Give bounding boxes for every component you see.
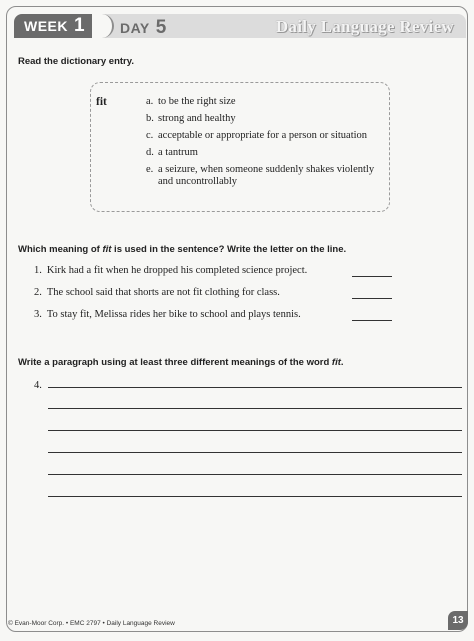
writing-line[interactable] — [48, 451, 462, 453]
week-number: 1 — [74, 15, 85, 36]
definition-letter: d. — [146, 147, 154, 158]
instruction-text: is used in the sentence? Write the letter on the line. — [111, 244, 347, 255]
instruction-text: Which meaning of — [18, 244, 103, 255]
day-number: 5 — [155, 17, 167, 38]
definition-text: strong and healthy — [158, 113, 236, 124]
writing-line[interactable] — [48, 407, 462, 409]
question-text: Kirk had a fit when he dropped his completed science project. — [46, 265, 308, 276]
definition-letter: b. — [146, 113, 154, 124]
item-number: 4. — [34, 380, 42, 391]
definition-list — [146, 96, 376, 193]
week-label: WEEK — [24, 18, 68, 34]
writing-line[interactable] — [48, 473, 462, 475]
day-label — [120, 17, 166, 39]
question-2 — [34, 287, 280, 298]
section3-instruction — [18, 357, 344, 368]
instruction-text: . — [340, 357, 344, 368]
definition-letter: a. — [146, 96, 154, 107]
definition-letter: c. — [146, 130, 154, 141]
writing-line[interactable] — [48, 386, 462, 388]
definition-text: acceptable or appropriate for a person or situation — [158, 130, 368, 141]
header-title: Daily Language Review — [275, 17, 454, 36]
definition-text: to be the right size — [158, 96, 236, 107]
definition-e — [146, 164, 376, 188]
definition-text: a seizure, when someone suddenly shakes violently and uncontrollably — [158, 164, 375, 187]
definition-text: a tantrum — [158, 147, 198, 158]
instruction-keyword: fit — [331, 357, 341, 368]
question-number: 3. — [34, 309, 42, 320]
question-text: To stay fit, Melissa rides her bike to school and plays tennis. — [46, 309, 301, 320]
instruction-text: Write a paragraph using at least three different meanings of the word — [18, 357, 332, 368]
question-text: The school said that shorts are not fit clothing for class. — [46, 287, 280, 298]
question-3 — [34, 309, 301, 320]
question-1 — [34, 265, 307, 276]
definition-c — [146, 130, 376, 142]
definition-d — [146, 147, 376, 159]
question-number: 2. — [34, 287, 42, 298]
section2-instruction — [18, 244, 346, 255]
week-tab — [14, 14, 98, 38]
section1-instruction: Read the dictionary entry. — [18, 56, 134, 67]
instruction-keyword: fit — [102, 244, 112, 255]
writing-line[interactable] — [48, 495, 462, 497]
entry-word: fit — [96, 96, 107, 108]
header-bar — [8, 8, 466, 40]
page-number: 13 — [448, 611, 468, 630]
answer-line-1[interactable] — [352, 275, 392, 277]
writing-line[interactable] — [48, 429, 462, 431]
definition-a — [146, 96, 376, 108]
day-text: DAY — [120, 20, 150, 36]
footer-credit: © Evan-Moor Corp. • EMC 2797 • Daily Language Review — [8, 620, 175, 627]
question-number: 1. — [34, 265, 42, 276]
answer-line-3[interactable] — [352, 319, 392, 321]
definition-b — [146, 113, 376, 125]
definition-letter: e. — [146, 164, 154, 175]
answer-line-2[interactable] — [352, 297, 392, 299]
